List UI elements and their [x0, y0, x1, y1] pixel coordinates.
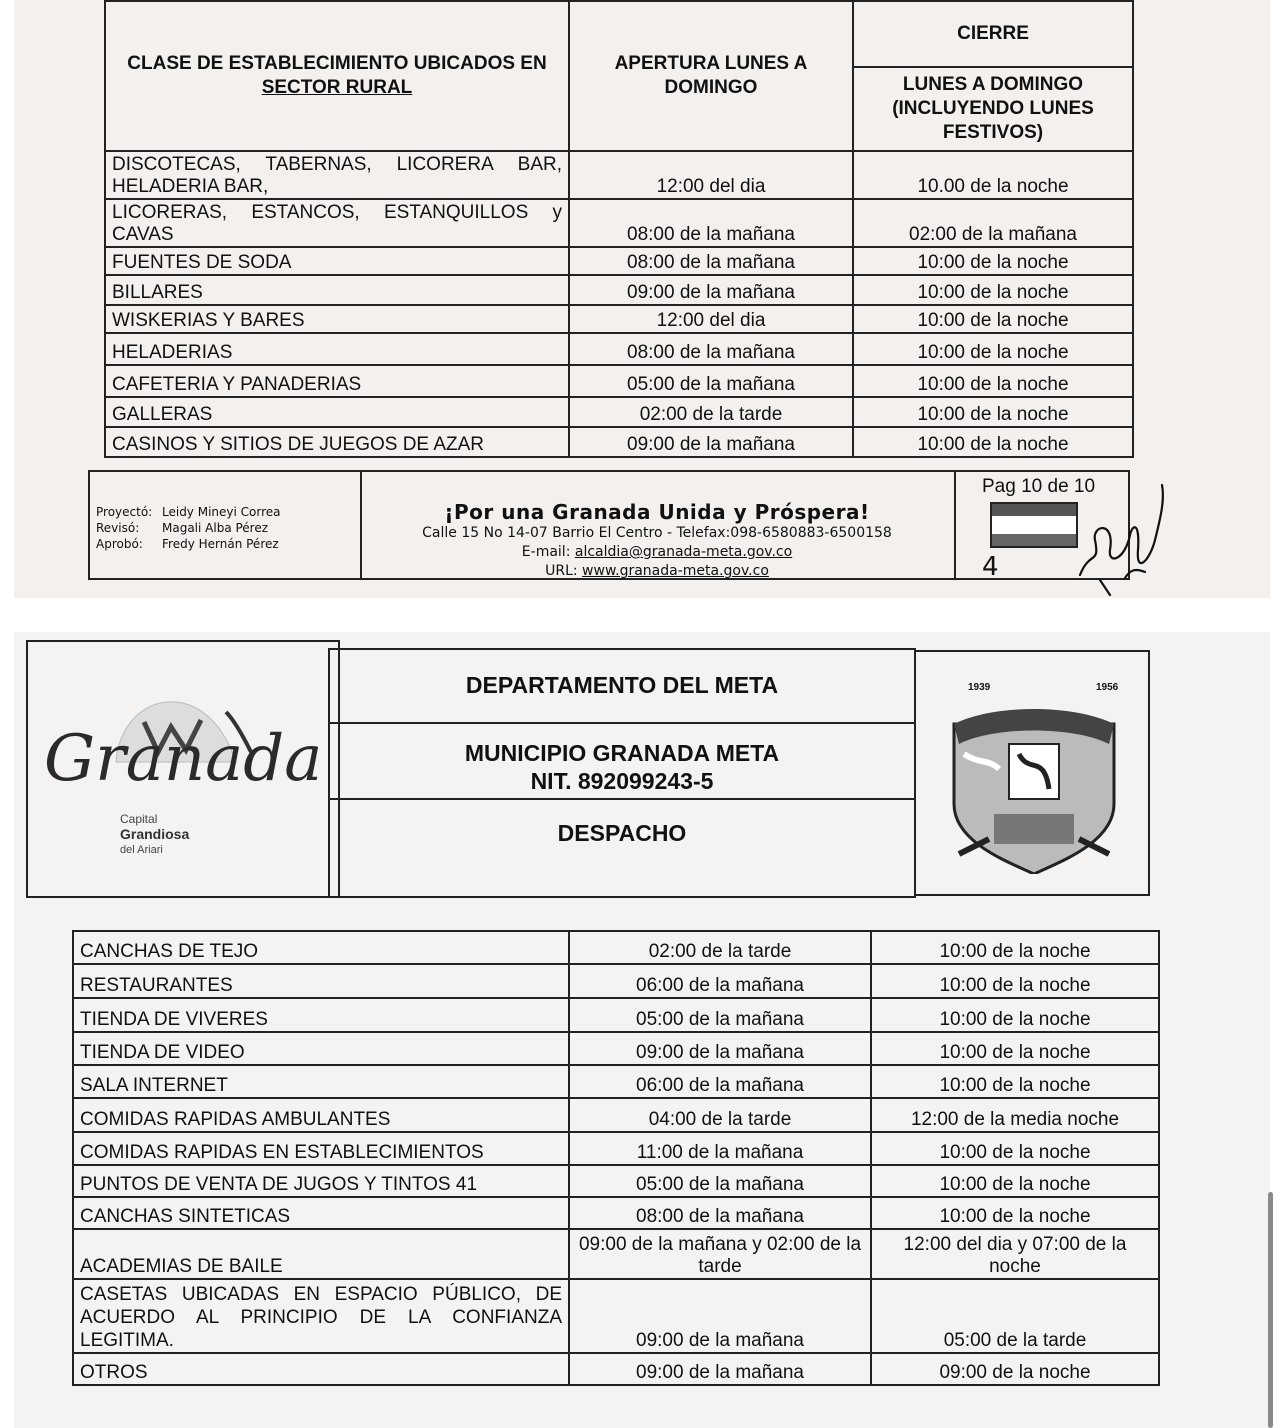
closing-time: 10:00 de la noche: [871, 1165, 1159, 1197]
header-opening: APERTURA LUNES A DOMINGO: [569, 1, 853, 151]
email-label: E-mail:: [521, 544, 571, 560]
shield-box: [914, 650, 1150, 896]
url-link[interactable]: www.granada-meta.gov.co: [582, 563, 769, 579]
establishment-name: COMIDAS RAPIDAS EN ESTABLECIMIENTOS: [73, 1132, 569, 1165]
table-row: [105, 333, 1133, 365]
opening-time: 06:00 de la mañana: [569, 964, 871, 998]
establishment-name: CANCHAS DE TEJO: [73, 931, 569, 964]
opening-time: 09:00 de la mañana: [569, 1279, 871, 1353]
coat-of-arms-icon: [934, 664, 1134, 874]
credit-label: Proyectó:: [96, 505, 153, 519]
handwritten-mark: 4: [982, 552, 999, 582]
shield-year-right: 1956: [1096, 682, 1119, 693]
page-number: Pag 10 de 10: [982, 476, 1096, 497]
opening-time: 09:00 de la mañana: [569, 1353, 871, 1385]
credit-reviso: [96, 520, 268, 536]
closing-time: 10:00 de la noche: [853, 275, 1133, 305]
opening-time: 08:00 de la mañana: [569, 247, 853, 275]
logo-tagline-2: Grandiosa: [120, 826, 190, 842]
closing-time: 10:00 de la noche: [871, 998, 1159, 1032]
opening-time: 09:00 de la mañana: [569, 1032, 871, 1065]
credit-value: Leidy Mineyi Correa: [162, 505, 281, 519]
establishment-name: RESTAURANTES: [73, 964, 569, 998]
closing-time: 10.00 de la noche: [853, 151, 1133, 199]
header-underlined-text: SECTOR RURAL: [261, 77, 413, 98]
footer-credits: [90, 472, 362, 578]
closing-time: 09:00 de la noche: [871, 1353, 1159, 1385]
table-row: [105, 151, 1133, 199]
closing-time: 10:00 de la noche: [871, 1132, 1159, 1165]
establishment-name: OTROS: [73, 1353, 569, 1385]
header-text: CLASE DE ESTABLECIMIENTO UBICADOS EN: [127, 53, 547, 74]
establishment-name: ACADEMIAS DE BAILE: [73, 1229, 569, 1279]
establishment-name: SALA INTERNET: [73, 1065, 569, 1098]
opening-time: 09:00 de la mañana: [569, 275, 853, 305]
opening-time: 05:00 de la mañana: [569, 1165, 871, 1197]
table-header-row: [105, 1, 1133, 67]
closing-time: 10:00 de la noche: [853, 365, 1133, 397]
opening-time: 12:00 del dia: [569, 305, 853, 333]
establishment-name: CASETAS UBICADAS EN ESPACIO PÚBLICO, DE ACUERDO AL PRINCIPIO DE LA CONFIANZA LEGITIMA.: [73, 1279, 569, 1353]
establishment-name: PUNTOS DE VENTA DE JUGOS Y TINTOS 41: [73, 1165, 569, 1197]
office-title: DESPACHO: [557, 820, 687, 846]
header-closing: CIERRE: [853, 1, 1133, 67]
shield-year-left: 1939: [968, 682, 991, 693]
table-row: [105, 199, 1133, 247]
flag-icon: [990, 502, 1078, 548]
establishment-name: CANCHAS SINTETICAS: [73, 1197, 569, 1229]
establishment-name: DISCOTECAS, TABERNAS, LICORERA BAR, HELADERIA BAR,: [105, 151, 569, 199]
table-row: [73, 1098, 1159, 1132]
signature-icon: [1070, 480, 1180, 600]
opening-time: 09:00 de la mañana y 02:00 de la tarde: [569, 1229, 871, 1279]
table-row: [73, 1279, 1159, 1353]
opening-time: 08:00 de la mañana: [569, 1197, 871, 1229]
opening-time: 02:00 de la tarde: [569, 397, 853, 427]
footer-motto: ¡Por una Granada Unida y Próspera!: [444, 500, 870, 524]
department-title: DEPARTAMENTO DEL META: [465, 672, 779, 698]
rural-hours-table: [104, 0, 1134, 458]
table-row: [105, 365, 1133, 397]
footer-email: [360, 543, 954, 562]
footer-address: Calle 15 No 14-07 Barrio El Centro - Telefax:098-6580883-6500158: [422, 525, 892, 541]
establishment-name: FUENTES DE SODA: [105, 247, 569, 275]
table-row: [73, 1032, 1159, 1065]
credit-value: Fredy Hernán Pérez: [162, 537, 279, 551]
opening-time: 05:00 de la mañana: [569, 365, 853, 397]
closing-time: 10:00 de la noche: [871, 1197, 1159, 1229]
opening-time: 12:00 del dia: [569, 151, 853, 199]
logo-box: [26, 640, 340, 898]
credit-proyecto: [96, 504, 281, 520]
closing-time: 12:00 del dia y 07:00 de la noche: [871, 1229, 1159, 1279]
closing-time: 12:00 de la media noche: [871, 1098, 1159, 1132]
table-row: [73, 1165, 1159, 1197]
establishment-name: LICORERAS, ESTANCOS, ESTANQUILLOS y CAVAS: [105, 199, 569, 247]
table-row: [73, 1353, 1159, 1385]
opening-time: 05:00 de la mañana: [569, 998, 871, 1032]
table-row: [73, 931, 1159, 964]
table-row: [73, 1197, 1159, 1229]
closing-time: 10:00 de la noche: [853, 427, 1133, 457]
table-row: [73, 1229, 1159, 1279]
title-box: [328, 648, 916, 898]
establishment-name: TIENDA DE VIVERES: [73, 998, 569, 1032]
logo-tagline-3: del Ariari: [120, 844, 163, 856]
municipality-title: MUNICIPIO GRANADA META: [464, 740, 780, 766]
credit-label: Aprobó:: [96, 537, 143, 551]
closing-time: 10:00 de la noche: [871, 931, 1159, 964]
establishment-name: BILLARES: [105, 275, 569, 305]
table-row: [73, 964, 1159, 998]
opening-time: 04:00 de la tarde: [569, 1098, 871, 1132]
document-header: [26, 640, 1150, 898]
establishment-name: TIENDA DE VIDEO: [73, 1032, 569, 1065]
table-row: [105, 397, 1133, 427]
header-closing-days: LUNES A DOMINGO (INCLUYENDO LUNES FESTIVOS): [853, 67, 1133, 151]
logo-tagline-1: Capital: [120, 812, 158, 826]
table-row: [105, 305, 1133, 333]
table-row: [73, 998, 1159, 1032]
opening-time: 09:00 de la mañana: [569, 427, 853, 457]
table-row: [73, 1065, 1159, 1098]
credit-value: Magali Alba Pérez: [162, 521, 269, 535]
urban-hours-table: [72, 930, 1160, 1386]
establishment-name: COMIDAS RAPIDAS AMBULANTES: [73, 1098, 569, 1132]
nit-number: NIT. 892099243-5: [530, 768, 714, 794]
opening-time: 08:00 de la mañana: [569, 199, 853, 247]
table-row: [105, 247, 1133, 275]
opening-time: 06:00 de la mañana: [569, 1065, 871, 1098]
closing-time: 10:00 de la noche: [871, 1032, 1159, 1065]
closing-time: 10:00 de la noche: [853, 247, 1133, 275]
opening-time: 02:00 de la tarde: [569, 931, 871, 964]
table-row: [105, 275, 1133, 305]
closing-time: 10:00 de la noche: [871, 964, 1159, 998]
establishment-name: CAFETERIA Y PANADERIAS: [105, 365, 569, 397]
email-link[interactable]: alcaldia@granada-meta.gov.co: [574, 544, 793, 560]
closing-time: 10:00 de la noche: [853, 397, 1133, 427]
page-footer: [88, 470, 1130, 580]
opening-time: 08:00 de la mañana: [569, 333, 853, 365]
establishment-name: GALLERAS: [105, 397, 569, 427]
scrollbar[interactable]: [1268, 1192, 1273, 1428]
closing-time: 02:00 de la mañana: [853, 199, 1133, 247]
footer-contact: [360, 472, 956, 578]
closing-time: 10:00 de la noche: [853, 333, 1133, 365]
establishment-name: HELADERIAS: [105, 333, 569, 365]
closing-time: 10:00 de la noche: [871, 1065, 1159, 1098]
footer-url: [360, 562, 954, 581]
closing-time: 10:00 de la noche: [853, 305, 1133, 333]
credit-label: Revisó:: [96, 521, 140, 535]
url-label: URL:: [545, 563, 578, 579]
opening-time: 11:00 de la mañana: [569, 1132, 871, 1165]
credit-aprobo: [96, 536, 279, 552]
establishment-name: CASINOS Y SITIOS DE JUEGOS DE AZAR: [105, 427, 569, 457]
logo-word: Granada: [44, 722, 323, 796]
table-row: [105, 427, 1133, 457]
closing-time: 05:00 de la tarde: [871, 1279, 1159, 1353]
establishment-name: WISKERIAS Y BARES: [105, 305, 569, 333]
header-establishment-class: [105, 1, 569, 151]
table-row: [73, 1132, 1159, 1165]
